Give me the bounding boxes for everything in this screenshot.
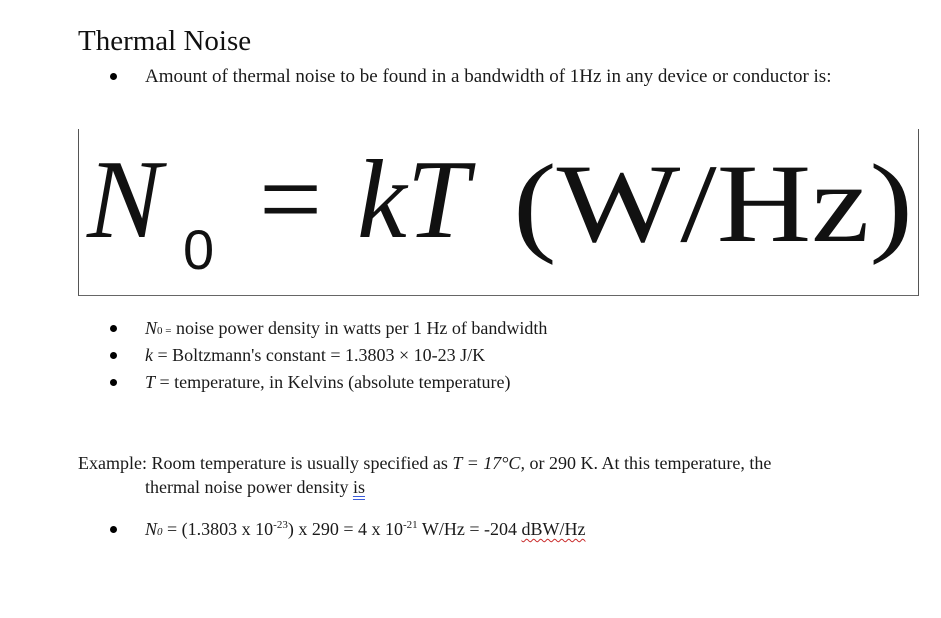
calc-symbol: N xyxy=(145,519,158,539)
calc-part2: ) x 290 = 4 x 10 xyxy=(287,519,403,539)
definition-subscript: 0 = xyxy=(157,325,172,337)
bullet-icon xyxy=(110,526,117,533)
example-middle: or 290 K. At this temperature, the xyxy=(524,453,772,473)
page-title: Thermal Noise xyxy=(78,25,252,57)
example-symbol: T = 17°C, xyxy=(452,453,525,473)
bullet-icon xyxy=(110,325,117,332)
calc-unit: dBW/Hz xyxy=(521,519,586,539)
formula-graphic xyxy=(79,129,918,295)
example-line2 xyxy=(78,475,898,499)
calc-subscript: 0 xyxy=(157,526,163,538)
example-line2-text: thermal noise power density xyxy=(145,477,353,497)
definition-n0 xyxy=(145,316,547,343)
calc-exp1: -23 xyxy=(273,519,288,531)
formula-rhs: kT xyxy=(357,138,469,262)
calc-part1: = (1.3803 x 10 xyxy=(162,519,274,539)
calculation-line xyxy=(145,517,585,544)
formula-lhs-subscript: 0 xyxy=(183,218,215,281)
definition-symbol: T xyxy=(145,372,156,392)
definition-text: = temperature, in Kelvins (absolute temperature) xyxy=(155,372,511,392)
calc-exp2: -21 xyxy=(403,519,418,531)
definition-text: = Boltzmann's constant = 1.3803 × 10-23 J/K xyxy=(153,345,486,365)
calc-part3: W/Hz = -204 xyxy=(417,519,522,539)
definition-symbol: k xyxy=(145,345,153,365)
formula-image xyxy=(78,129,919,296)
formula-unit: (W/Hz) xyxy=(513,142,913,266)
formula-lhs-symbol: N xyxy=(87,138,162,262)
example-is-word: is xyxy=(352,477,365,497)
formula-equals: = xyxy=(259,138,323,262)
definition-k xyxy=(145,343,485,367)
example-paragraph xyxy=(78,451,898,499)
bullet-icon xyxy=(110,73,117,80)
definition-t xyxy=(145,370,511,394)
bullet-icon xyxy=(110,352,117,359)
example-prefix: Example: Room temperature is usually specified as xyxy=(78,453,453,473)
definition-text: noise power density in watts per 1 Hz of bandwidth xyxy=(171,318,548,338)
intro-text: Amount of thermal noise to be found in a bandwidth of 1Hz in any device or conductor is: xyxy=(145,66,832,87)
definition-symbol: N xyxy=(145,318,158,338)
bullet-icon xyxy=(110,379,117,386)
